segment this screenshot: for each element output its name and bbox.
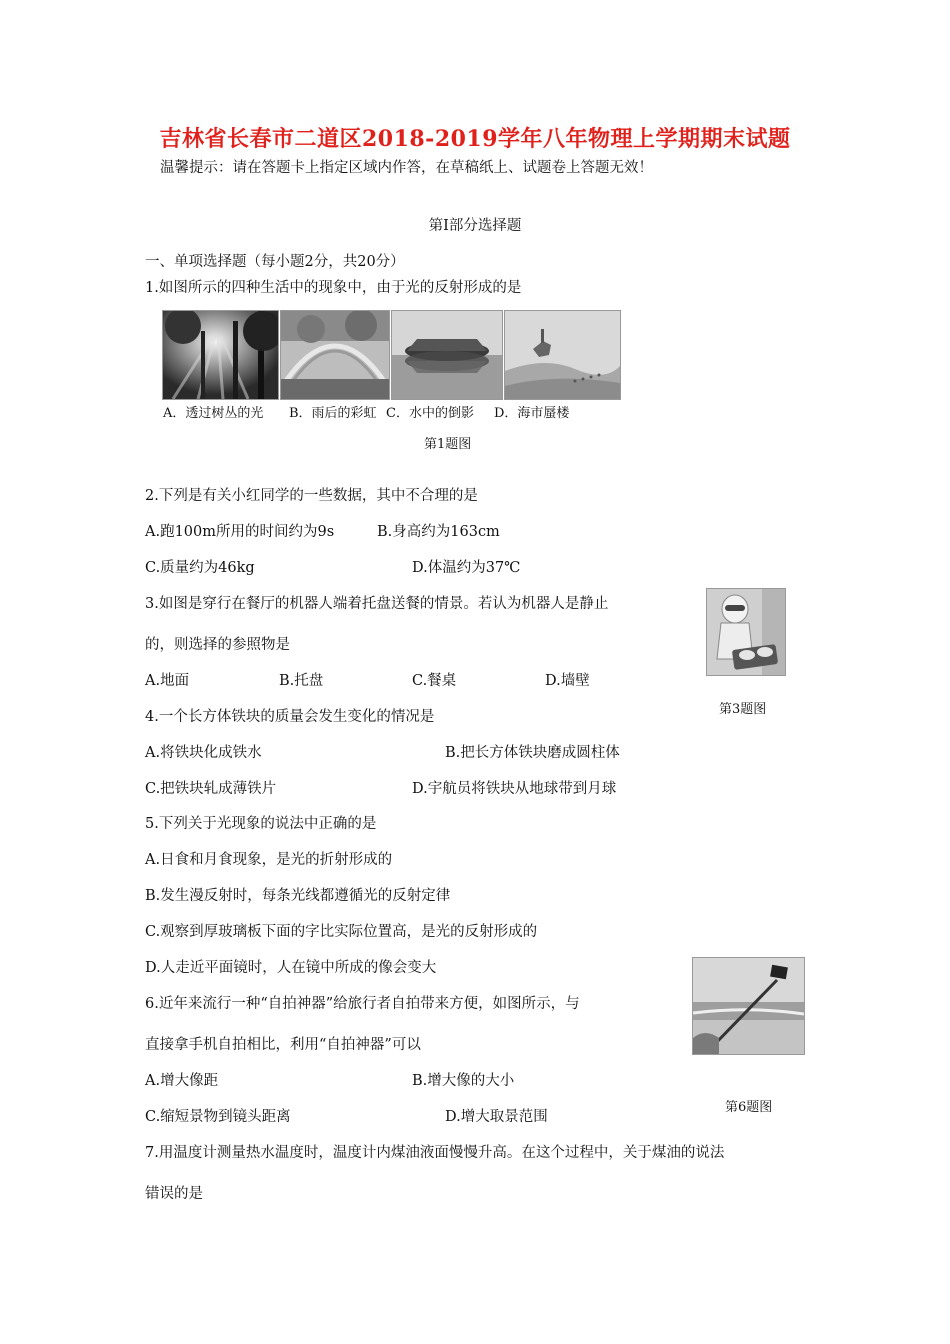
q2-option-b: B.身高约为163cm [377,524,500,540]
section-heading: 第Ⅰ部分选择题 [428,218,522,234]
q1-caption-b: B．雨后的彩虹 [289,406,377,421]
q5-stem: 5.下列关于光现象的说法中正确的是 [145,816,377,832]
q6-figure-label: 第6题图 [725,1100,773,1115]
q3-stem-line1: 3.如图是穿行在餐厅的机器人端着托盘送餐的情景。若认为机器人是静止 [145,596,609,612]
q3-option-b: B.托盘 [279,673,324,689]
q2-option-d: D.体温约为37℃ [412,560,521,576]
part1-heading: 一、单项选择题（每小题2分，共20分） [145,254,405,270]
q4-option-a: A.将铁块化成铁水 [145,745,262,761]
q6-option-c: C.缩短景物到镜头距离 [145,1109,291,1125]
q3-stem-line2: 的，则选择的参照物是 [145,637,290,653]
q4-stem: 4.一个长方体铁块的质量会发生变化的情况是 [145,709,435,725]
q1-figure-label: 第1题图 [424,437,472,452]
q3-option-d: D.墙壁 [545,673,590,689]
q6-photo-selfie-stick [692,957,805,1055]
q7-stem-line1: 7.用温度计测量热水温度时，温度计内煤油液面慢慢升高。在这个过程中，关于煤油的说法 [145,1145,725,1161]
q1-photo-c-reflection-in-water [391,310,503,400]
q1-photo-b-rainbow [280,310,390,400]
q6-option-d: D.增大取景范围 [445,1109,548,1125]
q6-option-b: B.增大像的大小 [412,1073,515,1089]
exam-tip: 温馨提示：请在答题卡上指定区域内作答，在草稿纸上、试题卷上答题无效！ [160,160,653,176]
q5-option-c: C.观察到厚玻璃板下面的字比实际位置高，是光的反射形成的 [145,924,538,940]
q1-caption-c: C．水中的倒影 [386,406,474,421]
q2-option-a: A.跑100m所用的时间约为9s [145,524,335,540]
q6-stem-line2: 直接拿手机自拍相比，利用“自拍神器”可以 [145,1037,421,1053]
q2-option-c: C.质量约为46kg [145,560,255,576]
q4-option-b: B.把长方体铁块磨成圆柱体 [445,745,620,761]
q1-stem: 1.如图所示的四种生活中的现象中，由于光的反射形成的是 [145,280,522,296]
q3-photo-robot-waiter [706,588,786,676]
q6-option-a: A.增大像距 [145,1073,219,1089]
q7-stem-line2: 错误的是 [145,1186,203,1202]
q5-option-b: B.发生漫反射时，每条光线都遵循光的反射定律 [145,888,451,904]
exam-title: 吉林省长春市二道区2018-2019学年八年物理上学期期末试题 [159,126,791,152]
q1-caption-a: A．透过树丛的光 [163,406,264,421]
q1-caption-d: D．海市蜃楼 [494,406,570,421]
q1-photo-a-light-through-trees [162,310,279,400]
q2-stem: 2.下列是有关小红同学的一些数据，其中不合理的是 [145,488,478,504]
q5-option-d: D.人走近平面镜时，人在镜中所成的像会变大 [145,960,437,976]
q3-option-c: C.餐桌 [412,673,457,689]
q3-option-a: A.地面 [145,673,190,689]
q4-option-c: C.把铁块轧成薄铁片 [145,781,277,797]
q5-option-a: A.日食和月食现象，是光的折射形成的 [145,852,393,868]
q3-figure-label: 第3题图 [719,702,767,717]
q4-option-d: D.宇航员将铁块从地球带到月球 [412,781,617,797]
q6-stem-line1: 6.近年来流行一种“自拍神器”给旅行者自拍带来方便，如图所示，与 [145,996,580,1012]
q1-photo-d-mirage [504,310,621,400]
